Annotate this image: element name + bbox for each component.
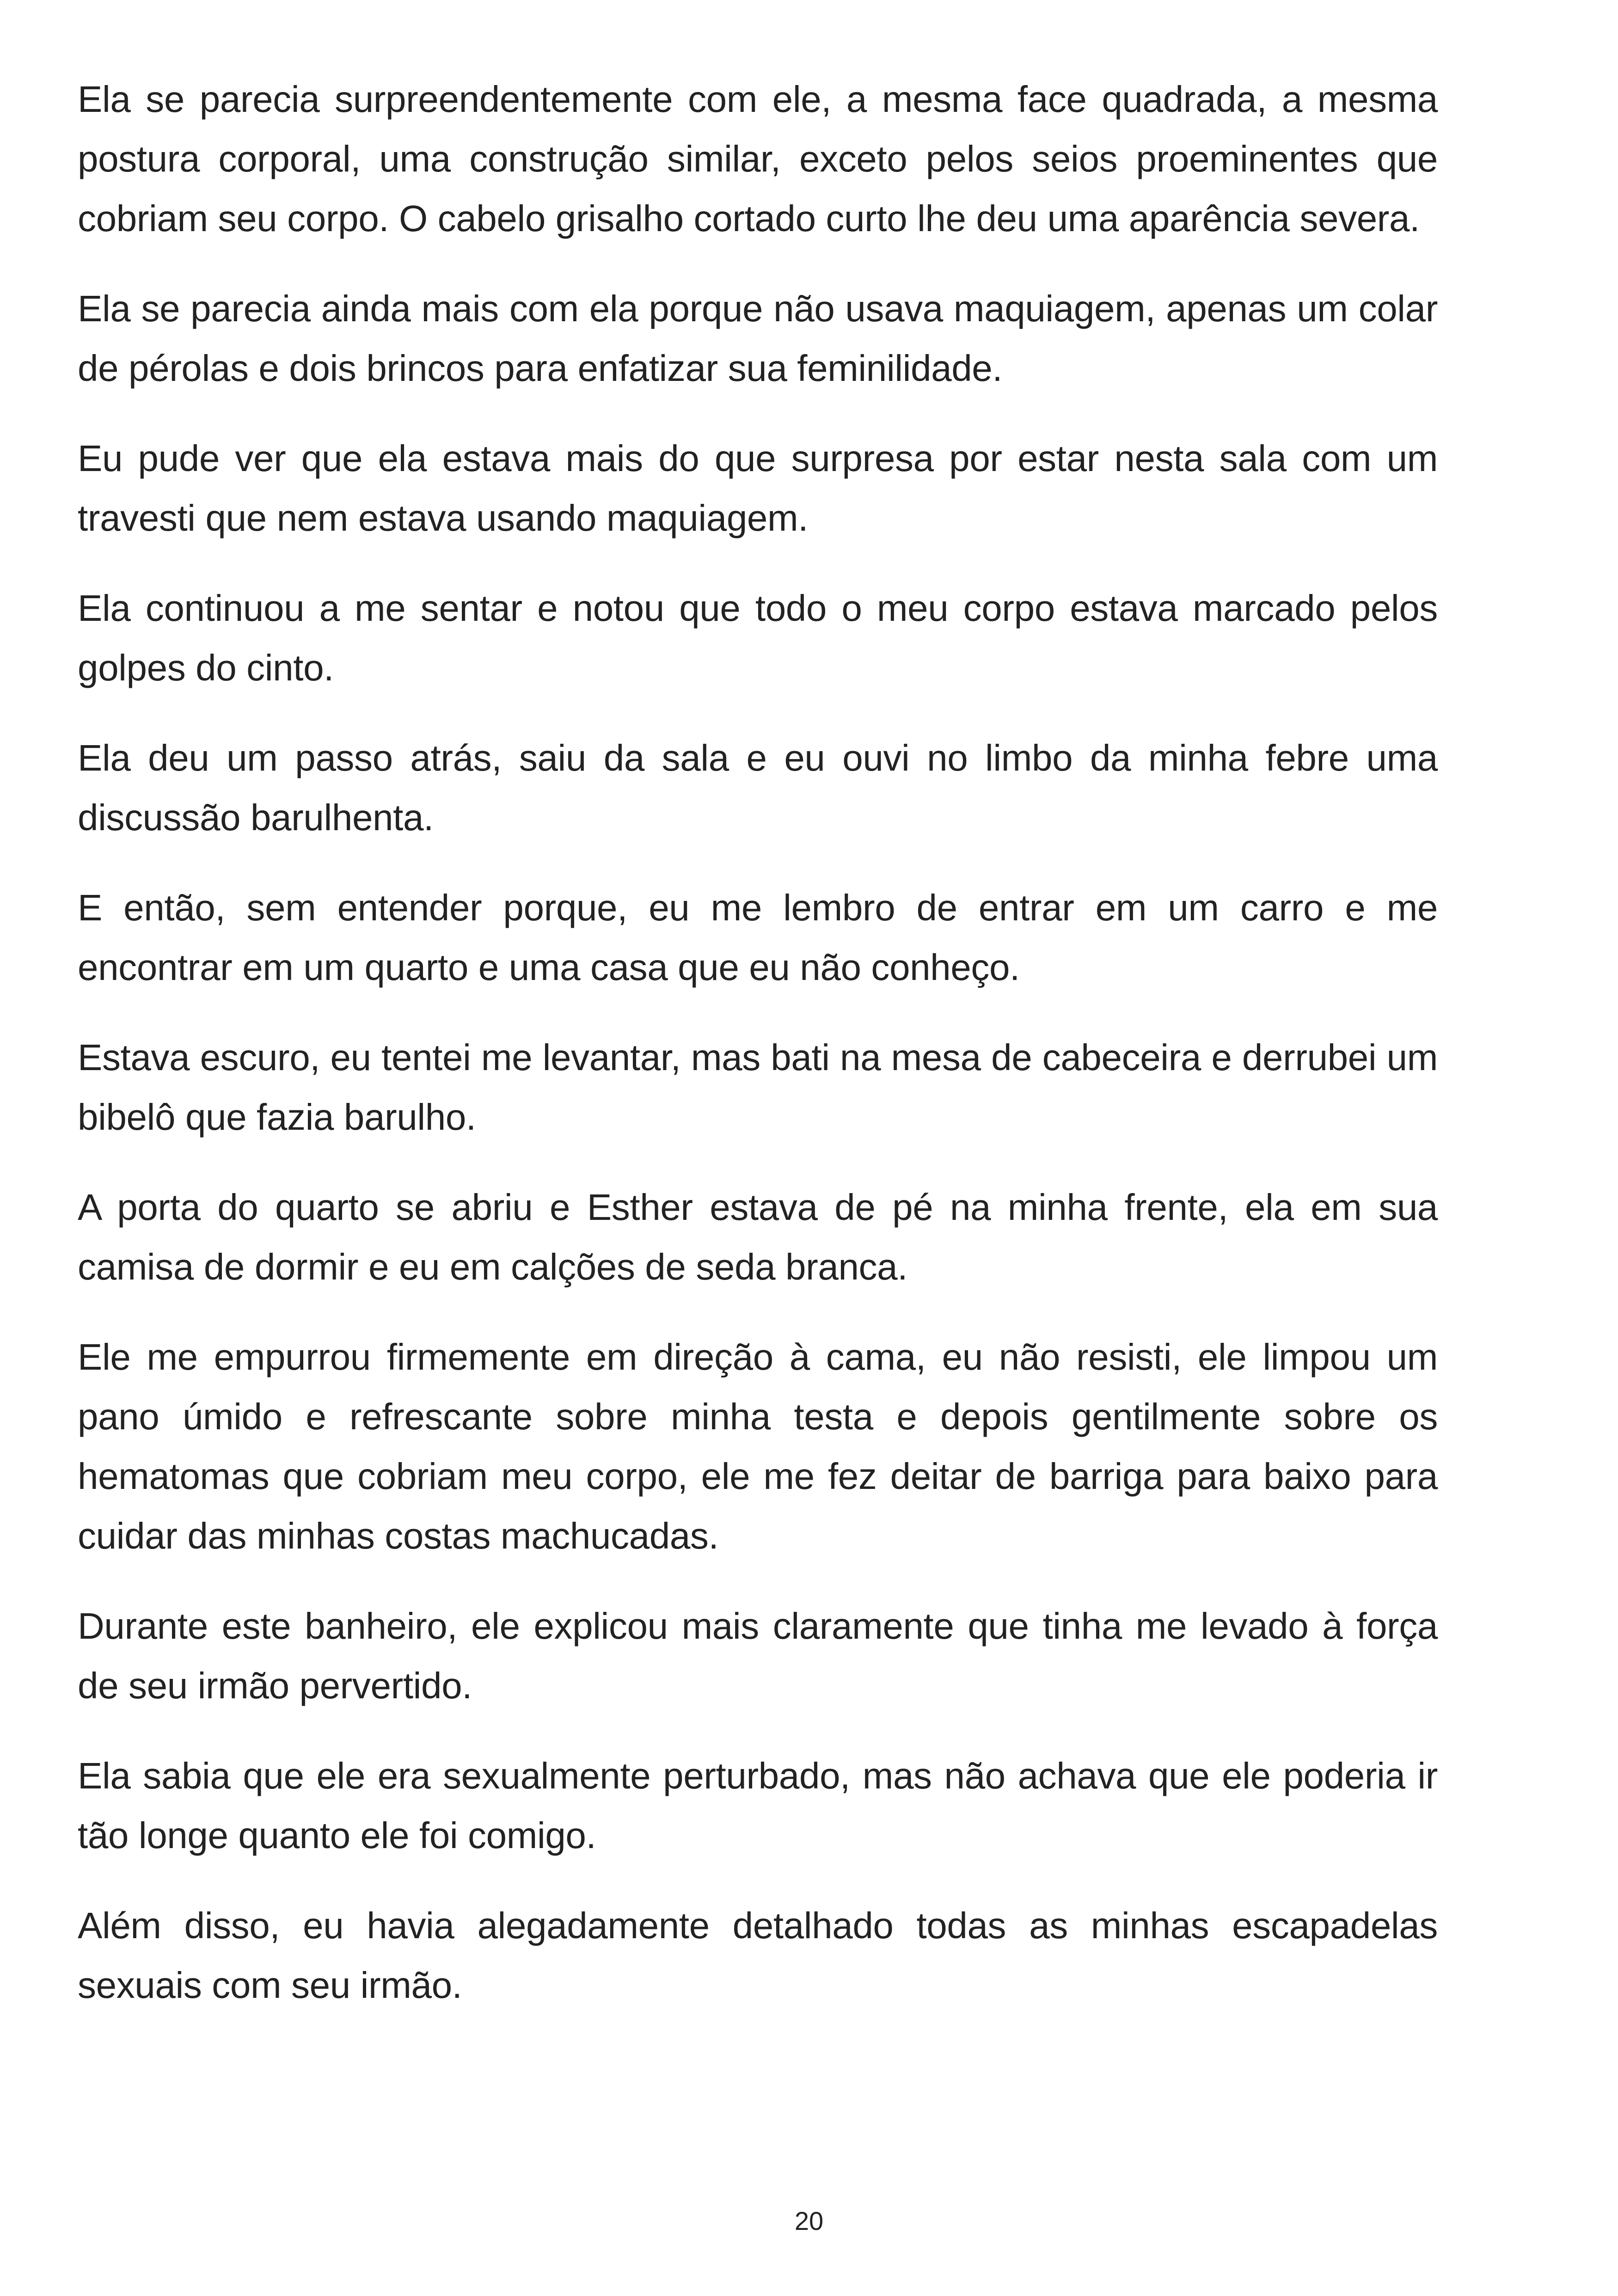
paragraph: Ela se parecia surpreendentemente com ele, a mesma face quadrada, a mesma postura corporal, uma construção similar, exceto pelos seios proeminentes que cobriam seu corpo. O cabelo grisalho cortado curto lhe deu uma aparência severa. [78, 79, 1438, 239]
paragraph: Ele me empurrou firmemente em direção à cama, eu não resisti, ele limpou um pano úmido e refrescante sobre minha testa e depois gentilmente sobre os hematomas que cobriam meu corpo, ele me fez deitar de barriga para baixo para cuidar das minhas costas machucadas. [78, 1336, 1438, 1556]
paragraph: Além disso, eu havia alegadamente detalhado todas as minhas escapadelas sexuais com seu irmão. [78, 1905, 1438, 2006]
paragraph: Ela deu um passo atrás, saiu da sala e eu ouvi no limbo da minha febre uma discussão barulhenta. [78, 737, 1438, 838]
paragraph: E então, sem entender porque, eu me lembro de entrar em um carro e me encontrar em um quarto e uma casa que eu não conheço. [78, 887, 1438, 988]
page-number: 20 [794, 2206, 824, 2235]
paragraph: Estava escuro, eu tentei me levantar, mas bati na mesa de cabeceira e derrubei um bibelô que fazia barulho. [78, 1037, 1438, 1138]
paragraph: Durante este banheiro, ele explicou mais claramente que tinha me levado à força de seu irmão pervertido. [78, 1605, 1438, 1706]
paragraph: Ela sabia que ele era sexualmente perturbado, mas não achava que ele poderia ir tão longe quanto ele foi comigo. [78, 1755, 1438, 1856]
paragraph: Ela se parecia ainda mais com ela porque não usava maquiagem, apenas um colar de pérolas e dois brincos para enfatizar sua feminilidade. [78, 288, 1438, 389]
paragraph: Eu pude ver que ela estava mais do que surpresa por estar nesta sala com um travesti que nem estava usando maquiagem. [78, 438, 1438, 539]
paragraph: Ela continuou a me sentar e notou que todo o meu corpo estava marcado pelos golpes do cinto. [78, 588, 1438, 688]
body-text [78, 69, 1438, 2045]
paragraph: A porta do quarto se abriu e Esther estava de pé na minha frente, ela em sua camisa de dormir e eu em calções de seda branca. [78, 1187, 1438, 1287]
